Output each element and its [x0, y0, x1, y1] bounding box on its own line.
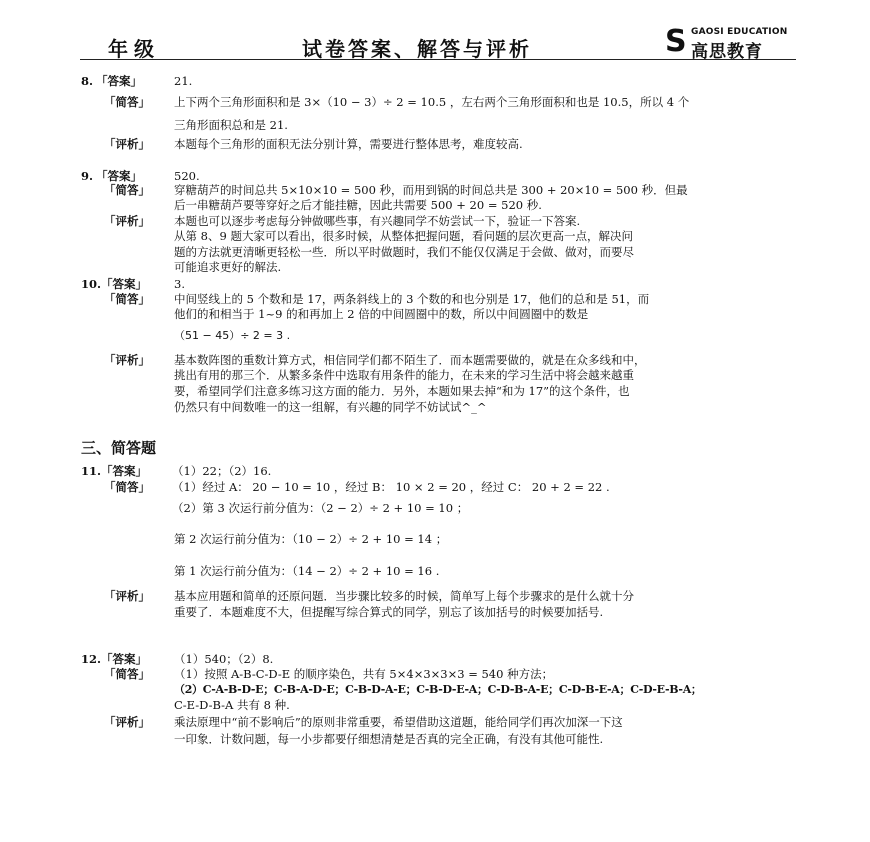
comment-tag: 「评析」	[104, 214, 150, 228]
answer-text: 21.	[174, 74, 193, 88]
comment-line: 挑出有用的那三个．从繁多条件中选取有用条件的能力，在未来的学习生活中将会越来越重	[174, 368, 634, 382]
page-header	[80, 24, 796, 62]
brief-solution-tag: 「简答」	[104, 292, 150, 306]
answer-tag: 「答案」	[101, 464, 147, 478]
comment-tag: 「评析」	[104, 589, 150, 603]
comment-line: 本题每个三角形的面积无法分别计算，需要进行整体思考，难度较高.	[174, 137, 523, 151]
comment-line: 可能追求更好的解法.	[174, 260, 282, 274]
solution-line: （2）第 3 次运行前分值为：（2 − 2）÷ 2 + 10 = 10 ；	[172, 501, 469, 515]
solution-line: 第 1 次运行前分值为：（14 − 2）÷ 2 + 10 = 16 .	[174, 564, 440, 578]
brief-solution-tag: 「简答」	[104, 95, 150, 109]
answer-tag: 「答案」	[101, 652, 147, 666]
comment-line: 重要了．本题难度不大，但提醒写综合算式的同学，别忘了该加括号的时候要加括号.	[174, 605, 604, 619]
solution-line: C-E-D-B-A 共有 8 种.	[174, 698, 290, 712]
question-number: 9.	[81, 169, 94, 183]
gaosi-logo	[665, 26, 800, 60]
brief-solution-tag: 「简答」	[104, 480, 150, 494]
comment-line: 基本数阵图的重数计算方式，相信同学们都不陌生了．而本题需要做的，就是在众多线和中，	[174, 353, 646, 367]
question-number: 12.	[81, 652, 102, 666]
brief-solution-tag: 「简答」	[104, 667, 150, 681]
question-number: 10.	[81, 277, 102, 291]
logo-chinese: 高思教育	[691, 42, 763, 62]
question-number: 11.	[81, 464, 102, 478]
header-rule	[80, 59, 796, 60]
answer-text: （1）22；（2）16.	[172, 464, 272, 478]
solution-line: （1）按照 A-B-C-D-E 的顺序染色，共有 5×4×3×3×3 = 540 种方法；	[174, 667, 554, 681]
solution-line: 穿糖葫芦的时间总共 5×10×10 = 500 秒，而用到锅的时间总共是 300 + 20×10 = 500 秒．但最	[174, 183, 688, 197]
answer-text: 520.	[174, 169, 200, 183]
comment-line: 仍然只有中间数唯一的这一组解，有兴趣的同学不妨试试^_^	[174, 400, 487, 414]
answer-tag: 「答案」	[96, 169, 142, 183]
comment-line: 题的方法就更清晰更轻松一些．所以平时做题时，我们不能仅仅满足于会做、做对，而要尽	[174, 245, 634, 259]
solution-line: 后一串糖葫芦要等穿好之后才能挂糖，因此共需要 500 + 20 = 520 秒.	[174, 198, 542, 212]
comment-line: 本题也可以逐步考虑每分钟做哪些事，有兴趣同学不妨尝试一下，验证一下答案.	[174, 214, 581, 228]
comment-line: 一印象．计数问题，每一小步都要仔细想清楚是否真的完全正确，有没有其他可能性.	[174, 732, 604, 746]
comment-line: 从第 8、9 题大家可以看出，很多时候，从整体把握问题，看问题的层次更高一点，解决问	[174, 229, 633, 243]
solution-formula: （51 − 45）÷ 2 = 3 .	[174, 329, 291, 342]
grade-label: 年级	[108, 37, 160, 61]
solution-line: 第 2 次运行前分值为：（10 − 2）÷ 2 + 10 = 14 ；	[174, 532, 448, 546]
solution-line: （2）C-A-B-D-E；C-B-A-D-E；C-B-D-A-E；C-B-D-E-A；C-D-B-A-E；C-D-B-E-A；C-D-E-B-A；	[174, 683, 702, 696]
logo-english: GAOSI EDUCATION	[691, 27, 788, 37]
solution-line: 他们的和相当于 1~9 的和再加上 2 倍的中间圆圈中的数，所以中间圆圈中的数是	[174, 307, 589, 321]
section-heading: 三、简答题	[81, 439, 157, 457]
answer-tag: 「答案」	[96, 74, 142, 88]
answer-text: 3.	[174, 277, 185, 291]
logo-mark-icon: S	[665, 24, 687, 59]
solution-line: 上下两个三角形面积和是 3×（10 − 3）÷ 2 = 10.5 ，左右两个三角形面积和也是 10.5，所以 4 个	[174, 95, 690, 109]
comment-line: 基本应用题和简单的还原问题．当步骤比较多的时候，简单写上每个步骤求的是什么就十分	[174, 589, 634, 603]
comment-line: 要，希望同学们注意多练习这方面的能力．另外，本题如果去掉“和为 17”的这个条件，也	[174, 384, 630, 398]
comment-tag: 「评析」	[104, 353, 150, 367]
answer-text: （1）540；（2）8.	[174, 652, 274, 666]
comment-tag: 「评析」	[104, 137, 150, 151]
solution-line: （1）经过 A： 20 − 10 = 10 ，经过 B： 10 × 2 = 20 ，经过 C： 20 + 2 = 22 .	[172, 480, 610, 494]
solution-line: 三角形面积总和是 21.	[174, 118, 288, 132]
comment-tag: 「评析」	[104, 715, 150, 729]
brief-solution-tag: 「简答」	[104, 183, 150, 197]
comment-line: 乘法原理中“前不影响后”的原则非常重要，希望借助这道题，能给同学们再次加深一下这	[174, 715, 623, 729]
answer-tag: 「答案」	[101, 277, 147, 291]
page-title: 试卷答案、解答与评析	[302, 37, 532, 61]
solution-line: 中间竖线上的 5 个数和是 17，两条斜线上的 3 个数的和也分别是 17，他们的总和是 51，而	[174, 292, 650, 306]
question-number: 8.	[81, 74, 94, 88]
